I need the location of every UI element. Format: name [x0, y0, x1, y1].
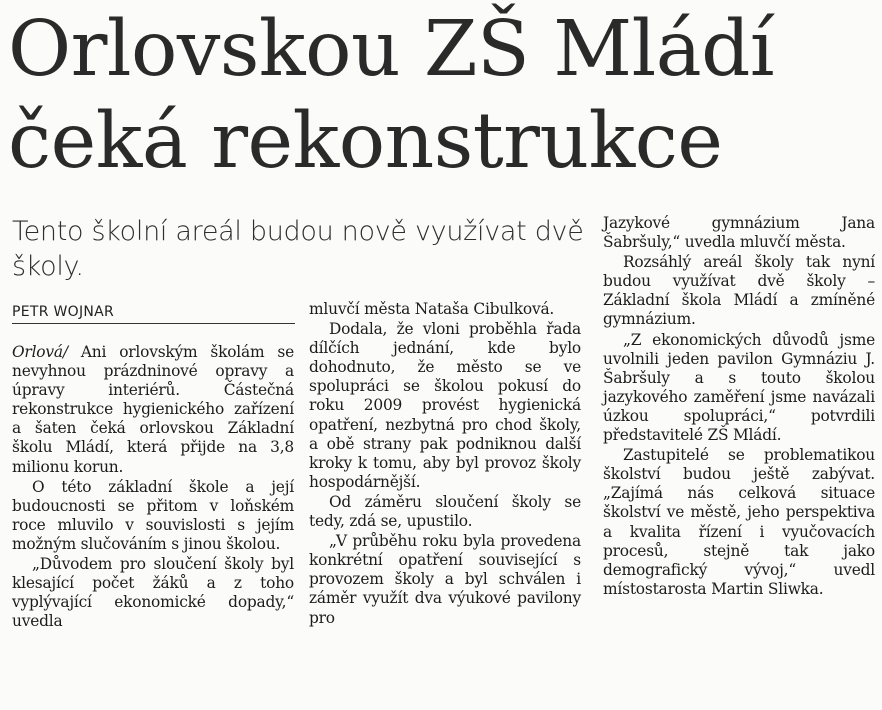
- byline: PETR WOJNAR: [12, 304, 295, 324]
- paragraph: „Důvodem pro sloučení školy byl klesající počet žáků a z toho vyplývající ekonomické dopady,“ uvedla: [12, 555, 294, 631]
- article-column-2: [309, 300, 581, 629]
- article-column-3: [603, 214, 875, 600]
- paragraph: Jazykové gymnázium Jana Šabršuly,“ uvedla mluvčí města.: [603, 214, 875, 252]
- headline-line-1: Orlovskou ZŠ Mládí: [8, 5, 775, 94]
- paragraph: mluvčí města Nataša Cibulková.: [309, 300, 555, 318]
- paragraph: [12, 343, 294, 477]
- article-column-1: [12, 343, 294, 632]
- headline-line-2: čeká rekonstrukce: [8, 97, 723, 186]
- subtitle: Tento školní areál budou nově využívat dvě školy.: [12, 216, 584, 282]
- paragraph: „V průběhu roku byla provedena konkrétní opatření související s provozem školy a byl schválen i záměr využít dva výukové pavilony pro: [309, 532, 581, 627]
- paragraph-text: Ani orlovským školám se nevyhnou prázdninové opravy a úpravy interiérů. Částečná rekonstrukce hygienického zařízení a šaten čeká orlovskou Základní školu Mládí, která přijde na 3,8 milionu korun.: [12, 343, 295, 476]
- dateline: Orlová/: [12, 343, 68, 361]
- paragraph: Dodala, že vloni proběhla řada dílčích jednání, kde bylo dohodnuto, že město se ve spolupráci se školou pokusí do roku 2009 provést hygienická opatření, nezbytná pro chod školy, a obě strany pak podniknou další kroky k tomu, aby byl provoz školy hospodárnější.: [309, 320, 581, 491]
- headline: [8, 4, 878, 188]
- paragraph: O této základní škole a její budoucnosti se přitom v loňském roce mluvilo v souvislosti s jejím možným slučováním s jinou školou.: [12, 477, 294, 553]
- paragraph: Rozsáhlý areál školy tak nyní budou využívat dvě školy – Základní škola Mládí a zmíněné gymnázium.: [603, 253, 875, 329]
- paragraph: „Z ekonomických důvodů jsme uvolnili jeden pavilon Gymnáziu J. Šabršuly a s touto školou jazykového zaměření jsme navázali úzkou spolupráci,“ potvrdili představitelé ZŠ Mládí.: [603, 330, 875, 445]
- paragraph: Zastupitelé se problematikou školství budou ještě zabývat. „Zajímá nás celková situace školství ve městě, jeho perspektiva a kvalita řízení i vyučovacích procesů, stejně tak jako demografický vývoj,“ uvedl místostarosta Martin Sliwka.: [603, 446, 875, 598]
- paragraph: Od záměru sloučení školy se tedy, zdá se, upustilo.: [309, 492, 581, 531]
